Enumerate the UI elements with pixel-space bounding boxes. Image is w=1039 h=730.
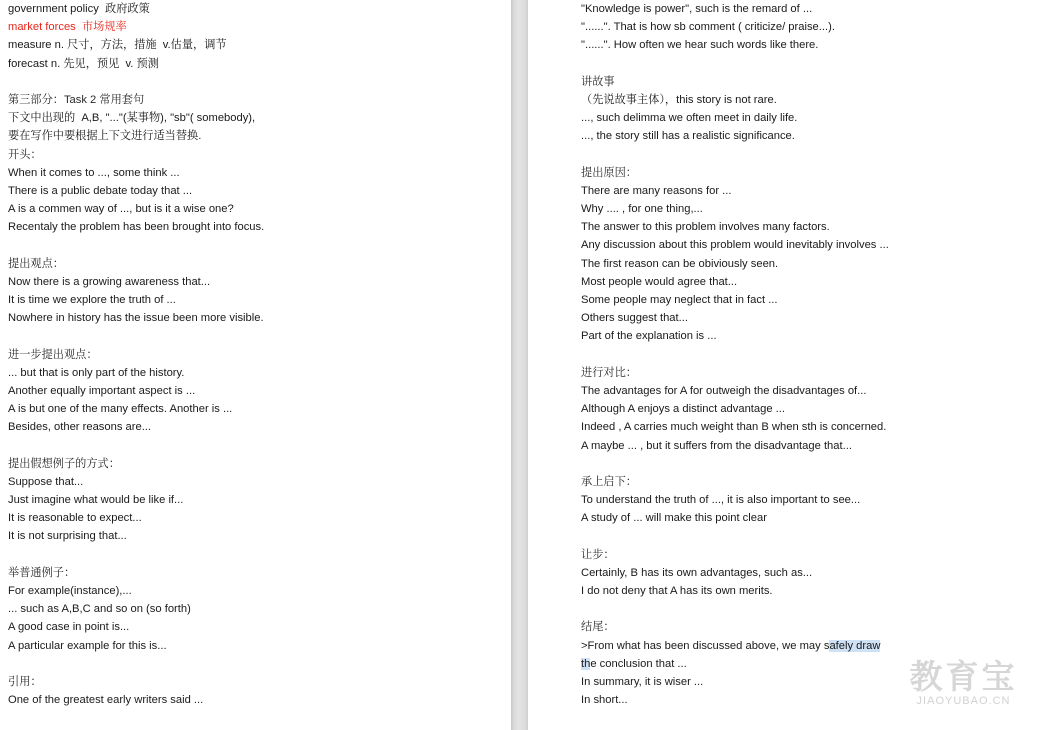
text-line: There is a public debate today that ...	[8, 184, 193, 197]
watermark-url: JIAOYUBAO.CN	[916, 695, 1011, 707]
document-page-left	[0, 0, 511, 730]
subsection-heading: 讲故事	[581, 75, 615, 88]
text-line: I do not deny that A has its own merits.	[581, 585, 773, 597]
text-line: A particular example for this is...	[8, 639, 167, 652]
text-line-with-selection[interactable]	[581, 637, 889, 655]
subsection-heading: 提出观点：	[8, 257, 64, 270]
page-left-text	[8, 0, 264, 709]
text-line: Although A enjoys a distinct advantage ...	[581, 403, 786, 416]
text-line: Some people may neglect that in fact ...	[581, 294, 778, 306]
blank-line	[581, 55, 889, 73]
text-line: 下文中出现的 A,B, "..."(某事物), "sb"( somebody),	[8, 112, 256, 125]
text-line: "Knowledge is power", such is the remard of ...	[581, 3, 813, 15]
blank-line	[8, 437, 264, 455]
blank-line	[581, 346, 889, 364]
text-line: Nowhere in history has the issue been more visible.	[8, 312, 264, 325]
text-line: In summary, it is wiser ...	[581, 675, 704, 688]
subsection-heading: 进一步提出观点：	[8, 348, 98, 361]
text-line: Just imagine what would be like if...	[8, 494, 184, 507]
blank-line	[8, 236, 264, 254]
text-line: Another equally important aspect is ...	[8, 384, 196, 397]
subsection-heading: 让步：	[581, 548, 615, 561]
text-line: Part of the explanation is ...	[581, 330, 717, 343]
text-line-with-selection[interactable]	[581, 655, 889, 673]
blank-line	[8, 73, 264, 91]
text-line: A maybe ... , but it suffers from the disadvantage that...	[581, 439, 852, 452]
subsection-heading: 举普通例子：	[8, 566, 76, 579]
text-selection: afely draw	[829, 639, 881, 652]
page-gutter	[511, 0, 528, 730]
text-line: ..., such delimma we often meet in daily life.	[581, 112, 798, 125]
text-line: A good case in point is...	[8, 621, 130, 634]
blank-line	[581, 527, 889, 545]
text-line: forecast n. 先见，预见 v. 预测	[8, 57, 159, 70]
blank-line	[581, 600, 889, 618]
subsection-heading: 承上启下：	[581, 475, 637, 488]
text-line: measure n. 尺寸，方法，措施 v.估量，调节	[8, 39, 227, 52]
watermark	[906, 659, 1021, 708]
text-line: （先说故事主体），this story is not rare.	[581, 93, 777, 106]
subsection-heading: 结尾：	[581, 621, 615, 634]
text-line: Any discussion about this problem would inevitably involves ...	[581, 239, 889, 252]
text-line: For example(instance),...	[8, 585, 132, 597]
text-line: There are many reasons for ...	[581, 184, 732, 197]
text-line: Recentaly the problem has been brought into focus.	[8, 221, 265, 234]
text-line: ..., the story still has a realistic significance.	[581, 130, 795, 143]
text-selection: th	[581, 657, 591, 670]
blank-line	[581, 146, 889, 164]
text-line: government policy 政府政策	[8, 3, 150, 15]
text-line-highlighted: market forces 市场规率	[8, 21, 127, 34]
text-line: A is but one of the many effects. Another is ...	[8, 403, 233, 416]
text-line: One of the greatest early writers said ...	[8, 694, 204, 707]
text-line: "......". That is how sb comment ( criticize/ praise...).	[581, 21, 835, 34]
text-line: 要在写作中要根据上下文进行适当替换.	[8, 130, 202, 143]
text-line: It is not surprising that...	[8, 530, 127, 543]
text-line: Why .... , for one thing,...	[581, 203, 703, 216]
text-line: It is reasonable to expect...	[8, 512, 142, 525]
text-line: Indeed , A carries much weight than B when sth is concerned.	[581, 421, 887, 434]
subsection-heading: 开头：	[8, 148, 42, 161]
page-right-text	[581, 0, 889, 709]
text-line: "......". How often we hear such words like there.	[581, 39, 819, 52]
subsection-heading: 引用：	[8, 675, 42, 688]
text-line: When it comes to ..., some think ...	[8, 166, 180, 179]
text-line: A study of ... will make this point clear	[581, 512, 767, 525]
text-segment: >From what has been discussed above, we may safely draw	[581, 639, 881, 652]
section-heading: 第三部分：Task 2 常用套句	[8, 93, 145, 106]
blank-line	[8, 546, 264, 564]
text-line: The advantages for A for outweigh the disadvantages of...	[581, 384, 867, 397]
text-line: The first reason can be obiviously seen.	[581, 257, 779, 270]
text-line: Besides, other reasons are...	[8, 421, 152, 434]
text-line: It is time we explore the truth of ...	[8, 294, 176, 306]
text-line: Others suggest that...	[581, 312, 688, 325]
subsection-heading: 提出原因：	[581, 166, 637, 179]
text-line: Certainly, B has its own advantages, such as...	[581, 566, 813, 579]
text-line: In short...	[581, 694, 628, 707]
text-segment: the conclusion that ...	[581, 657, 687, 670]
watermark-logo: 教育宝	[909, 657, 1018, 696]
text-line: ... but that is only part of the history.	[8, 366, 185, 379]
text-line: A is a commen way of ..., but is it a wise one?	[8, 203, 234, 216]
text-line: Now there is a growing awareness that...	[8, 275, 211, 288]
text-line: To understand the truth of ..., it is also important to see...	[581, 494, 861, 507]
subsection-heading: 提出假想例子的方式：	[8, 457, 120, 470]
blank-line	[8, 655, 264, 673]
document-page-right	[528, 0, 1039, 730]
subsection-heading: 进行对比：	[581, 366, 637, 379]
blank-line	[581, 455, 889, 473]
text-line: ... such as A,B,C and so on (so forth)	[8, 603, 191, 616]
text-line: Suppose that...	[8, 475, 84, 488]
text-line: Most people would agree that...	[581, 275, 738, 288]
blank-line	[8, 327, 264, 345]
text-line: The answer to this problem involves many factors.	[581, 221, 830, 234]
